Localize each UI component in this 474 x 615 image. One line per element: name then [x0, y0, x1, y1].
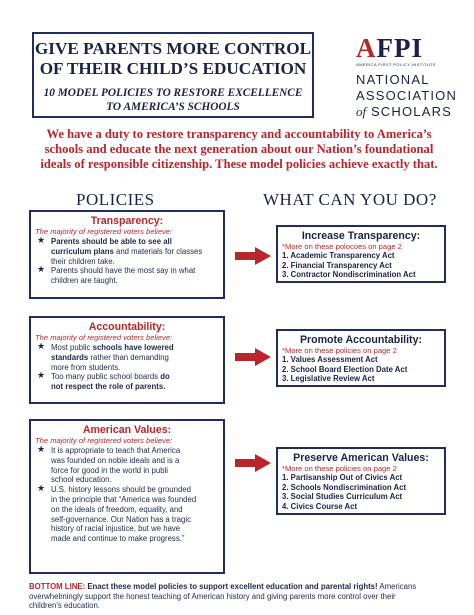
policy-item [31, 266, 223, 286]
policy-box-accountability [29, 316, 225, 404]
star-icon: ★ [37, 264, 46, 275]
policy-item-line: their children take. [51, 256, 115, 266]
policy-item [31, 446, 223, 485]
bottom-line-2: overwhelmingly support the honest teaching of American history and giving parents more control over their [29, 591, 396, 601]
policy-note: The majority of registered voters believe: [35, 436, 173, 445]
policy-title: Accountability: [88, 321, 166, 333]
title-line-1: GIVE PARENTS MORE CONTROL [34, 39, 312, 58]
action-item: 2. School Board Election Date Act [282, 364, 408, 374]
afpi-logo-rest: FPI [376, 33, 423, 63]
arrow-right-icon [233, 244, 273, 268]
action-title: Increase Transparency: [301, 230, 421, 242]
nas-line-2: ASSOCIATION [356, 88, 458, 103]
star-icon: ★ [37, 444, 46, 454]
what-can-you-do-heading: WHAT CAN YOU DO? [263, 190, 437, 209]
policy-item-line: standards rather than demanding [51, 352, 169, 362]
afpi-tagline: AMERICA FIRST POLICY INSTITUTE [356, 62, 437, 67]
subtitle-line-1: 10 MODEL POLICIES TO RESTORE EXCELLENCE [43, 87, 303, 99]
policy-item-line: Too many public school boards do [51, 372, 170, 382]
star-icon: ★ [37, 483, 46, 494]
policy-item-line: on the ideals of freedom, equality, and [51, 504, 183, 514]
bottom-line-bold: Enact these model policies to support excellent education and parental rights! [87, 582, 378, 591]
action-item: 1. Partisanship Out of Civics Act [282, 473, 403, 482]
policy-item [31, 343, 223, 372]
afpi-logo [356, 33, 423, 64]
nas-line-1: NATIONAL [356, 72, 430, 87]
title-box [32, 32, 314, 118]
arrow-right-icon [233, 345, 273, 369]
policy-item-line: was founded on noble ideals and is a [51, 455, 180, 465]
action-box-american-values [276, 447, 446, 515]
bottom-line-3: children’s education. [29, 601, 100, 610]
bottom-line-rest-1: Americans [379, 582, 417, 591]
subtitle-line-2: TO AMERICA’S SCHOOLS [106, 101, 240, 113]
policy-item-line: self-governance. Our Nation has a tragic [51, 514, 191, 524]
policy-note: The majority of registered voters believe: [35, 333, 173, 342]
action-note: *More on these policies on page 2 [282, 464, 397, 473]
action-note: *More on these policies on page 2 [282, 346, 397, 355]
action-box-transparency [276, 225, 446, 283]
intro-line-1: We have a duty to restore transparency and accountability to America’s [46, 127, 432, 141]
policy-item-line: not respect the role of parents. [51, 382, 166, 392]
policy-item [31, 237, 223, 266]
arrow-right-icon [233, 451, 273, 475]
bottom-line-label: BOTTOM LINE: [29, 582, 86, 591]
action-item: 4. Civics Course Act [282, 501, 358, 511]
action-item: 1. Academic Transparency Act [282, 251, 395, 260]
policy-item [31, 485, 223, 544]
intro-line-3: ideals of responsible citizenship. These model policies achieve exactly that. [40, 157, 438, 171]
nas-logo [356, 72, 457, 120]
action-item: 1. Values Assessment Act [282, 355, 378, 364]
policy-item-line: It is appropriate to teach that America [51, 446, 181, 455]
policy-note: The majority of registered voters believe: [35, 227, 173, 236]
policy-box-american-values [29, 419, 225, 574]
action-item: 3. Contractor Nondiscrimination Act [282, 270, 416, 280]
action-item: 3. Social Studies Curriculum Act [282, 492, 403, 502]
nas-scholars: SCHOLARS [370, 104, 453, 119]
policy-item-line: U.S. history lessons should be grounded [51, 485, 191, 495]
policies-heading: POLICIES [76, 190, 155, 209]
afpi-logo-a: A [356, 33, 377, 63]
action-title: Promote Accountability: [299, 334, 423, 346]
policy-item-line: children are taught. [51, 276, 118, 286]
policy-item-line: school education. [51, 475, 112, 485]
star-icon: ★ [37, 370, 46, 381]
policy-box-transparency [29, 210, 225, 299]
nas-line-3 [356, 104, 457, 120]
policy-item-line: in the principle that “America was founded [51, 494, 197, 504]
action-box-accountability [276, 329, 446, 387]
policy-item-line: made and continue to make progress.” [51, 534, 185, 544]
bottom-line-1 [29, 582, 445, 592]
policy-title: Transparency: [90, 215, 164, 227]
policy-item-line: Most public schools have lowered [51, 343, 174, 352]
policy-item-line: more from students. [51, 362, 121, 372]
policy-item-line: force for good in the world in publi [51, 465, 169, 475]
star-icon: ★ [37, 235, 46, 245]
policy-item-line: Parents should be able to see all [51, 237, 172, 246]
title-line-2: OF THEIR CHILD’S EDUCATION [39, 59, 307, 78]
policy-item [31, 372, 223, 392]
action-item: 2. Schools Nondiscrimination Act [282, 482, 407, 492]
intro-text [40, 127, 438, 172]
policy-item-line: curriculum plans and materials for classes [51, 246, 203, 256]
policy-item-line: Parents should have the most say in what [51, 266, 196, 276]
star-icon: ★ [37, 341, 46, 351]
page-subtitle [34, 86, 312, 114]
action-note: *More on these polocoes on page 2 [282, 242, 402, 251]
policy-title: American Values: [82, 424, 172, 436]
bottom-line [29, 582, 445, 611]
nas-of: of [356, 104, 367, 119]
policy-item-line: history of racial injustice, but we have [51, 524, 181, 534]
action-title: Preserve American Values: [293, 452, 429, 464]
intro-line-2: schools and educate the next generation about our Nation’s foundational [44, 142, 434, 156]
page-title [34, 39, 312, 79]
action-item: 2. Financial Transparency Act [282, 260, 392, 270]
action-item: 3. Legislative Review Act [282, 374, 375, 384]
